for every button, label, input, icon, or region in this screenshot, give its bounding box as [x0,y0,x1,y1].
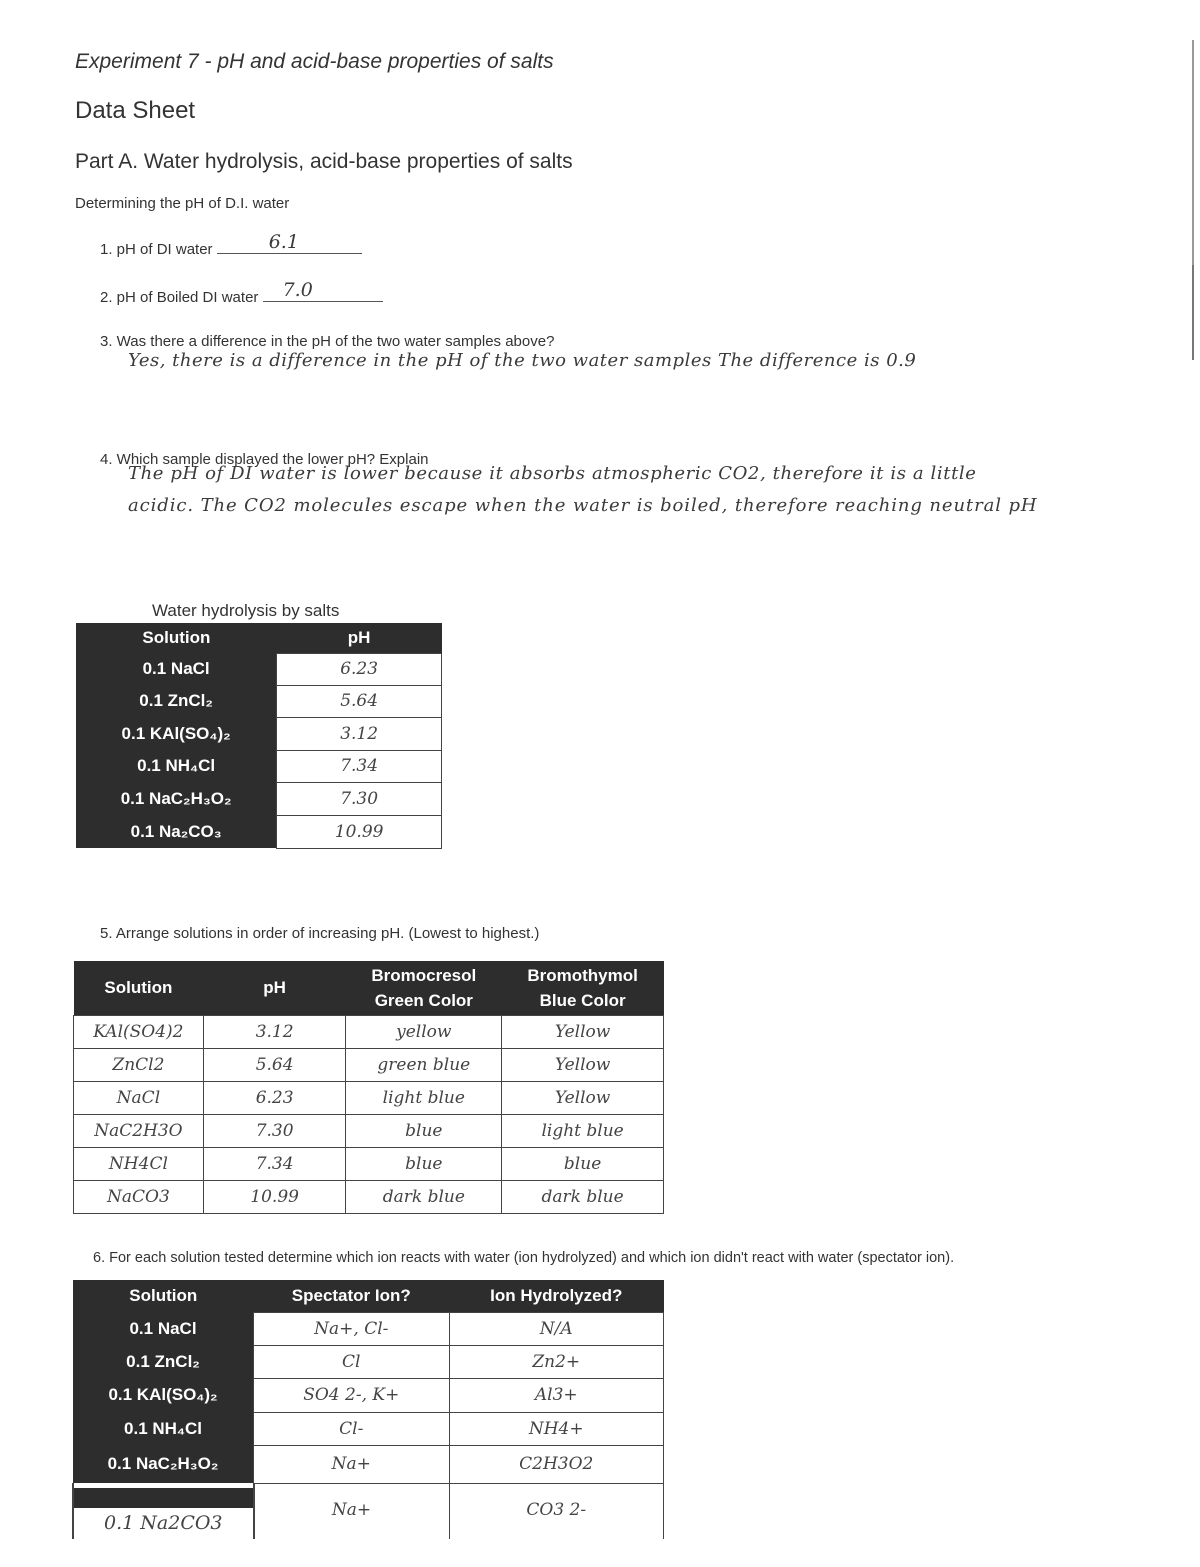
table-3-spectator-cell[interactable]: Na+ [254,1445,449,1483]
table-2-bromocresol-cell[interactable]: light blue [346,1081,502,1114]
question-2-label: 2. pH of Boiled DI water [100,289,259,306]
question-4-answer-line-2: acidic. The CO2 molecules escape when the water is boiled, therefore reaching neutral pH [128,495,1038,516]
table-3-solution-cell: 0.1 KAl(SO₄)₂ [73,1378,254,1412]
table-2-solution-cell[interactable]: NaCO3 [74,1180,204,1213]
table-2-ph-cell[interactable]: 10.99 [203,1180,346,1213]
table-1-ph-cell[interactable]: 6.23 [277,653,442,685]
table-3-spectator-cell[interactable]: Na+, Cl- [254,1312,449,1345]
table-2-bromocresol-cell[interactable]: yellow [346,1015,502,1048]
table-2-solution-cell[interactable]: KAl(SO4)2 [74,1015,204,1048]
table-3-hydrolyzed-cell[interactable]: Zn2+ [449,1345,664,1378]
table-3-spectator-cell[interactable]: SO4 2-, K+ [254,1378,449,1412]
table-2-bromothymol-cell[interactable]: Yellow [502,1081,664,1114]
table-2-header-ph: pH [203,961,346,1015]
question-6-label: 6. For each solution tested determine which ion reacts with water (ion hydrolyzed) and which ion didn't react with water (spectator ion). [93,1250,955,1266]
question-2 [100,279,383,306]
table-3-solution-cell: 0.1 ZnCl₂ [73,1345,254,1378]
table-1-caption: Water hydrolysis by salts [152,601,340,620]
table-2-solution-cell[interactable]: NaCl [74,1081,204,1114]
table-1-solution-cell: 0.1 NaC₂H₃O₂ [76,782,277,815]
table-row [73,1345,664,1378]
table-row [73,1483,664,1539]
table-3-solution-cell-handwritten[interactable] [73,1483,254,1539]
table-1-header-solution: Solution [76,623,277,653]
table-2-header-bromocresol [346,961,502,1015]
bromocresol-label: Bromocresol [371,965,477,985]
table-2-ph-cell[interactable]: 6.23 [203,1081,346,1114]
table-3-solution-cell: 0.1 NaC₂H₃O₂ [73,1445,254,1483]
table-2-solution-cell[interactable]: NH4Cl [74,1147,204,1180]
table-3-dark-band [74,1488,253,1508]
table-row [73,1412,664,1445]
table-1-ph-cell[interactable]: 10.99 [277,815,442,848]
table-row [76,717,442,750]
table-3-solution-cell: 0.1 NaCl [73,1312,254,1345]
blue-color-label: Blue Color [539,990,626,1010]
table-3-header-hydrolyzed: Ion Hydrolyzed? [449,1280,664,1312]
spectator-ion-table [72,1280,664,1539]
table-1-ph-cell[interactable]: 3.12 [277,717,442,750]
table-2-bromothymol-cell[interactable]: Yellow [502,1015,664,1048]
table-2-bromocresol-cell[interactable]: blue [346,1114,502,1147]
question-3-label: 3. Was there a difference in the pH of the two water samples above? [100,333,555,350]
table-1-solution-cell: 0.1 NH₄Cl [76,750,277,782]
table-row [73,1312,664,1345]
table-2-solution-cell[interactable]: NaC2H3O [74,1114,204,1147]
table-2-bromothymol-cell[interactable]: Yellow [502,1048,664,1081]
table-2-ph-cell[interactable]: 7.30 [203,1114,346,1147]
table-1-solution-cell: 0.1 ZnCl₂ [76,685,277,717]
table-2-bromothymol-cell[interactable]: dark blue [502,1180,664,1213]
table-row [76,685,442,717]
table-2-solution-cell[interactable]: ZnCl2 [74,1048,204,1081]
question-5-label: 5. Arrange solutions in order of increasing pH. (Lowest to highest.) [100,925,540,942]
table-row [76,782,442,815]
table-1-solution-cell: 0.1 NaCl [76,653,277,685]
table-row [74,1015,664,1048]
table-3-hydrolyzed-cell[interactable]: Al3+ [449,1378,664,1412]
table-3-solution-cell: 0.1 NH₄Cl [73,1412,254,1445]
table-1-ph-cell[interactable]: 7.30 [277,782,442,815]
table-3-spectator-cell[interactable]: Cl [254,1345,449,1378]
table-row [74,1147,664,1180]
table-1-solution-cell: 0.1 KAl(SO₄)₂ [76,717,277,750]
table-row [73,1378,664,1412]
question-2-blank[interactable] [263,279,383,302]
table-2-bromothymol-cell[interactable]: blue [502,1147,664,1180]
question-1-label: 1. pH of DI water [100,241,213,258]
data-sheet-heading: Data Sheet [75,97,196,124]
table-2-bromocresol-cell[interactable]: green blue [346,1048,502,1081]
ph-order-table [73,961,664,1214]
table-2-header-solution: Solution [74,961,204,1015]
table-3-header-spectator: Spectator Ion? [254,1280,449,1312]
table-2-ph-cell[interactable]: 5.64 [203,1048,346,1081]
table-3-hydrolyzed-cell[interactable]: N/A [449,1312,664,1345]
determining-ph-heading: Determining the pH of D.I. water [75,195,290,212]
table-row [76,653,442,685]
table-2-bromocresol-cell[interactable]: dark blue [346,1180,502,1213]
table-1-header-ph: pH [277,623,442,653]
question-4-label: 4. Which sample displayed the lower pH? Explain [100,451,429,468]
question-1-blank[interactable] [217,231,362,254]
experiment-title: Experiment 7 - pH and acid-base properties of salts [75,50,554,73]
question-1 [100,231,362,258]
table-3-hydrolyzed-cell[interactable]: CO3 2- [449,1483,664,1539]
table-2-ph-cell[interactable]: 3.12 [203,1015,346,1048]
part-a-heading: Part A. Water hydrolysis, acid-base properties of salts [75,150,573,173]
table-2-header-bromothymol [502,961,664,1015]
question-1-answer: 6.1 [268,231,299,253]
table-3-solution-text: 0.1 Na2CO3 [104,1512,223,1534]
table-1-ph-cell[interactable]: 5.64 [277,685,442,717]
table-row [74,1114,664,1147]
question-3-answer: Yes, there is a difference in the pH of the two water samples The difference is 0.9 [128,350,917,371]
bromothymol-label: Bromothymol [527,965,638,985]
table-3-hydrolyzed-cell[interactable]: C2H3O2 [449,1445,664,1483]
table-2-bromocresol-cell[interactable]: blue [346,1147,502,1180]
table-2-ph-cell[interactable]: 7.34 [203,1147,346,1180]
table-row [76,750,442,782]
table-2-bromothymol-cell[interactable]: light blue [502,1114,664,1147]
green-color-label: Green Color [374,990,473,1010]
table-row [74,1081,664,1114]
table-3-header-solution: Solution [73,1280,254,1312]
table-1-ph-cell[interactable]: 7.34 [277,750,442,782]
scan-edge-line-lower [1192,265,1194,360]
table-row [74,1048,664,1081]
question-2-answer: 7.0 [282,279,313,301]
table-1-solution-cell: 0.1 Na₂CO₃ [76,815,277,848]
table-3-spectator-cell[interactable]: Na+ [254,1483,449,1539]
table-row [76,815,442,848]
table-row [74,1180,664,1213]
table-3-spectator-cell[interactable]: Cl- [254,1412,449,1445]
table-3-hydrolyzed-cell[interactable]: NH4+ [449,1412,664,1445]
water-hydrolysis-table [76,623,442,849]
table-row [73,1445,664,1483]
question-4-answer-line-1: The pH of DI water is lower because it absorbs atmospheric CO2, therefore it is a little [128,463,977,484]
